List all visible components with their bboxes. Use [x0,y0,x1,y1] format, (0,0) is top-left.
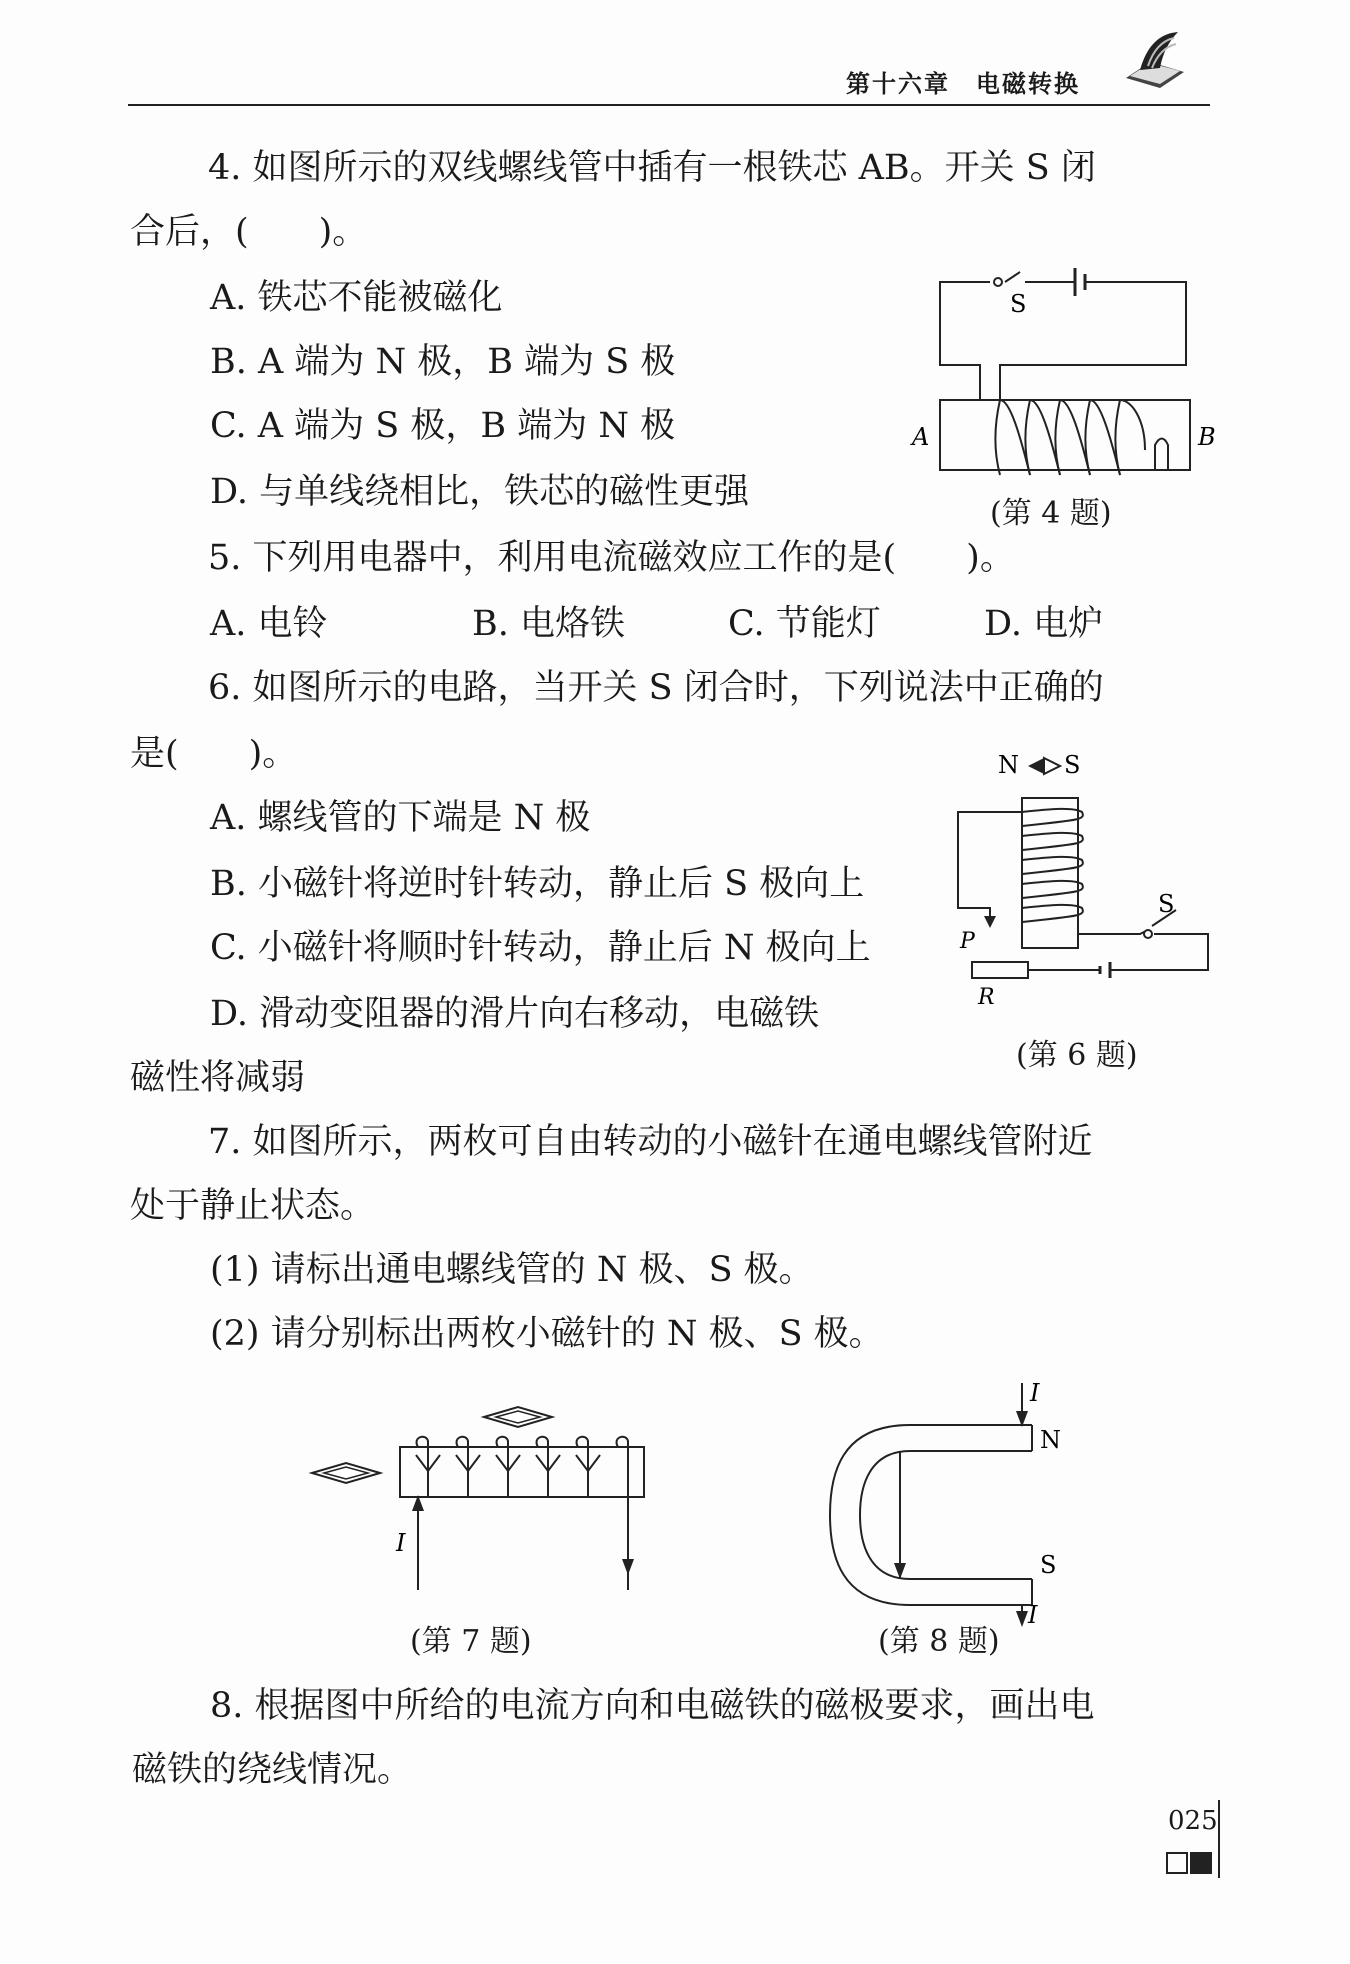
q6-needle-s-label: S [1064,751,1081,779]
q6-option-a: A. 螺线管的下端是 N 极 [210,798,591,838]
q4-caption: (第 4 题) [990,496,1112,531]
q6-needle-n-label: N [998,751,1019,779]
q4-figure [900,250,1230,490]
q8-stem-1: 8. 根据图中所给的电流方向和电磁铁的磁极要求，画出电 [210,1686,1095,1726]
q6-stem-2: 是( )。 [130,734,298,774]
q6-switch-label: S [1158,890,1175,918]
q7-stem-2: 处于静止状态。 [130,1186,376,1226]
q6-option-c: C. 小磁针将顺时针转动，静止后 N 极向上 [210,928,871,968]
q5-stem: 5. 下列用电器中，利用电流磁效应工作的是( )。 [208,538,1015,578]
q8-stem-2: 磁铁的绕线情况。 [132,1750,413,1790]
footer-filled-square-icon [1190,1852,1212,1874]
q7-current-label: I [396,1529,406,1557]
q7-part-2: (2) 请分别标出两枚小磁针的 N 极、S 极。 [210,1314,884,1354]
q6-stem-1: 6. 如图所示的电路，当开关 S 闭合时，下列说法中正确的 [208,668,1104,708]
q5-option-b: B. 电烙铁 [472,604,625,644]
q7-figure [300,1395,670,1605]
q7-stem-1: 7. 如图所示，两枚可自由转动的小磁针在通电螺线管附近 [208,1122,1093,1162]
q6-figure [940,740,1240,1020]
q4-stem-2: 合后，( )。 [130,212,368,252]
chapter-title: 第十六章 电磁转换 [846,69,1080,98]
q5-option-d: D. 电炉 [984,604,1104,644]
q8-caption: (第 8 题) [878,1624,1000,1659]
footer-empty-square-icon [1166,1852,1188,1874]
q8-figure [820,1375,1100,1635]
q6-slider-label: P [960,929,975,954]
q8-pole-s-label: S [1040,1551,1057,1579]
q4-stem-1: 4. 如图所示的双线螺线管中插有一根铁芯 AB。开关 S 闭 [208,148,1096,188]
q4-option-b: B. A 端为 N 极，B 端为 S 极 [210,342,676,382]
q4-option-d: D. 与单线绕相比，铁芯的磁性更强 [210,472,750,512]
q4-option-a: A. 铁芯不能被磁化 [210,278,503,318]
q8-current-in-label: I [1030,1379,1040,1407]
q8-pole-n-label: N [1040,1426,1061,1454]
q4-option-c: C. A 端为 S 极，B 端为 N 极 [210,406,676,446]
q5-option-a: A. 电铃 [210,604,328,644]
q6-caption: (第 6 题) [1016,1038,1138,1073]
q4-switch-label: S [1010,290,1027,318]
q4-end-b-label: B [1198,423,1216,451]
footer-divider [1218,1800,1220,1878]
book-icon [1120,26,1190,96]
q5-option-c: C. 节能灯 [728,604,881,644]
q6-option-b: B. 小磁针将逆时针转动，静止后 S 极向上 [210,864,865,904]
q6-rheostat-label: R [978,985,995,1010]
q7-part-1: (1) 请标出通电螺线管的 N 极、S 极。 [210,1250,814,1290]
q6-option-d-2: 磁性将减弱 [130,1058,306,1098]
q7-caption: (第 7 题) [410,1624,532,1659]
q8-current-out-label: I [1028,1601,1038,1629]
page-number: 025 [1168,1806,1218,1836]
page-header [128,56,1210,106]
q6-option-d-1: D. 滑动变阻器的滑片向右移动，电磁铁 [210,994,820,1034]
q4-end-a-label: A [912,423,930,451]
